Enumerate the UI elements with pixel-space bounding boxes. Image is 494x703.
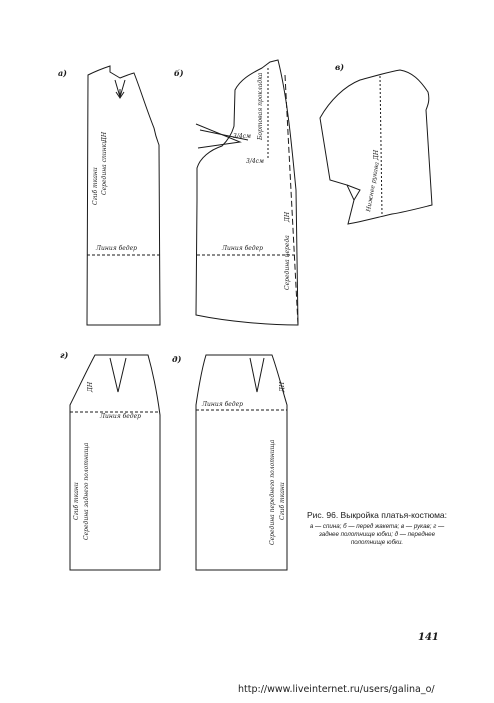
label-liniya-beder-a: Линия бедер <box>96 245 137 252</box>
panel-label-v: в) <box>335 62 345 72</box>
label-seredina-zadnego: Середина заднего полотнища <box>83 442 90 540</box>
label-sgib-tkani-d: Сгиб ткани <box>279 482 286 520</box>
label-dn-sleeve: ДН <box>373 149 380 160</box>
label-bortovaya-prokladka: Бортовая прокладка <box>257 72 264 140</box>
label-liniya-beder-g: Линия бедер <box>100 413 141 420</box>
figure-caption <box>302 510 452 547</box>
label-niz-rukava: Нижнее рукава <box>365 161 381 213</box>
label-seredina-spinki: Середина спинки <box>101 139 108 195</box>
front-jacket-pattern <box>196 60 298 325</box>
page-number: 141 <box>418 632 439 643</box>
label-dn-b: ДН <box>284 211 291 222</box>
caption-description: а — спина; б — перед жакета; в — рукав; г — заднее полотнище юбки; д — переднее полотнище юбки. <box>309 523 445 546</box>
label-dn-g: ДН <box>87 381 94 392</box>
label-dn-d: ДН <box>279 381 286 392</box>
label-liniya-beder-d: Линия бедер <box>202 401 243 408</box>
label-seredina-pereda: Середина переда <box>284 235 291 290</box>
panel-label-d: д) <box>172 354 182 364</box>
caption-title: Рис. 96. Выкройка платья-костюма: <box>306 510 448 520</box>
panel-label-b: б) <box>174 68 184 78</box>
label-sgib-tkani: Сгиб ткани <box>92 167 99 205</box>
panel-label-g: г) <box>60 350 69 360</box>
label-liniya-beder-b: Линия бедер <box>222 245 263 252</box>
watermark-url: http://www.liveinternet.ru/users/galina_o/ <box>238 684 435 695</box>
label-sgib-tkani-g: Сгиб ткани <box>73 482 80 520</box>
label-dart-b: 3/4см <box>246 158 264 165</box>
label-dart-a: 3/4см <box>233 133 251 140</box>
panel-label-a: а) <box>58 68 67 78</box>
sleeve-pattern <box>320 70 432 224</box>
label-dn-a: ДН <box>101 131 108 142</box>
label-seredina-perednego: Середина переднего полотнища <box>269 439 276 545</box>
